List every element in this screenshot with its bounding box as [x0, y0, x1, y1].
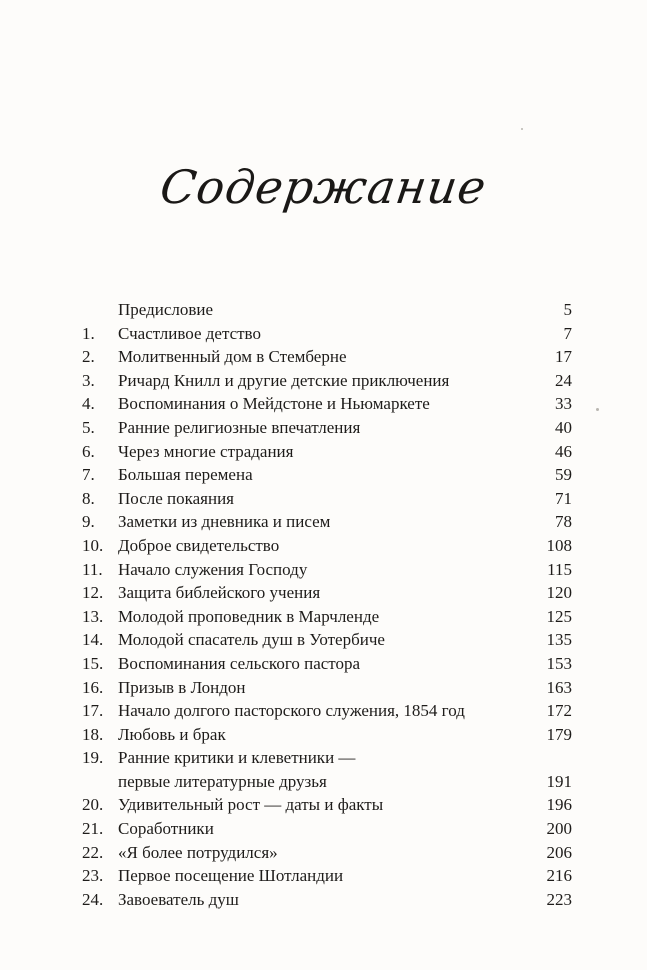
entry-page: 46	[555, 441, 572, 461]
toc-entry	[82, 864, 572, 888]
entry-number: 21.	[82, 819, 104, 839]
entry-number: 12.	[82, 583, 104, 603]
entry-title: Защита библейского учения	[118, 583, 321, 603]
toc-entry	[82, 628, 572, 652]
paper-speck	[596, 408, 599, 411]
entry-number: 9.	[82, 512, 95, 532]
entry-number: 14.	[82, 630, 104, 650]
toc-entry	[82, 298, 572, 322]
toc-entry	[82, 605, 572, 629]
entry-title: Молитвенный дом в Стемберне	[118, 347, 347, 367]
toc-entry	[82, 699, 572, 723]
entry-number: 4.	[82, 394, 95, 414]
entry-number: 18.	[82, 724, 104, 744]
entry-title: После покаяния	[118, 488, 235, 508]
entry-title: Ричард Книлл и другие детские приключения	[118, 370, 450, 390]
entry-page: 71	[555, 488, 572, 508]
entry-page: 216	[546, 866, 572, 886]
entry-page: 196	[546, 795, 572, 815]
toc-entry	[82, 510, 572, 534]
page-title: Содержание	[156, 160, 491, 214]
entry-page: 33	[555, 394, 572, 414]
entry-page: 115	[547, 559, 572, 579]
entry-title: Через многие страдания	[118, 441, 294, 461]
entry-number: 2.	[82, 347, 95, 367]
entry-page: 120	[546, 583, 572, 603]
toc-entry	[82, 652, 572, 676]
toc-entry	[82, 841, 572, 865]
entry-title: Предисловие	[118, 300, 214, 319]
entry-title: Завоеватель душ	[118, 889, 239, 909]
entry-number: 8.	[82, 488, 95, 508]
entry-number: 15.	[82, 653, 104, 673]
entry-title: Воспоминания сельского пастора	[118, 653, 361, 673]
entry-number: 23.	[82, 866, 104, 886]
toc-entry	[82, 793, 572, 817]
toc-entry	[82, 392, 572, 416]
entry-number: 20.	[82, 795, 104, 815]
toc-entry	[82, 369, 572, 393]
toc-entry	[82, 322, 572, 346]
entry-number: 6.	[82, 441, 95, 461]
entry-number: 22.	[82, 842, 104, 862]
entry-number: 7.	[82, 465, 95, 485]
toc-entry	[82, 676, 572, 700]
entry-page: 108	[546, 535, 572, 555]
entry-title: Первое посещение Шотландии	[118, 866, 344, 886]
entry-title: Молодой спасатель душ в Уотербиче	[118, 630, 385, 650]
toc-entry	[82, 723, 572, 747]
entry-page: 135	[546, 630, 572, 650]
entry-page: 153	[546, 653, 572, 673]
entry-page: 163	[546, 677, 572, 697]
paper-speck	[521, 128, 523, 130]
entry-number: 17.	[82, 701, 104, 721]
entry-title: Большая перемена	[118, 465, 253, 485]
entry-title: Ранние критики и клеветники —	[118, 748, 356, 768]
toc-entry	[82, 558, 572, 582]
entry-page: 206	[546, 842, 572, 862]
entry-page: 200	[546, 819, 572, 839]
entry-number: 3.	[82, 370, 95, 390]
entry-page: 5	[563, 300, 572, 319]
entry-page: 125	[546, 606, 572, 626]
entry-title: Начало служения Господу	[118, 559, 308, 579]
entry-page: 172	[546, 701, 572, 721]
toc-entry	[82, 888, 572, 912]
entry-number: 24.	[82, 889, 104, 909]
entry-page: 59	[555, 465, 572, 485]
entry-number: 5.	[82, 417, 95, 437]
toc-entry	[82, 416, 572, 440]
entry-title: Ранние религиозные впечатления	[118, 417, 361, 437]
toc-entry	[82, 463, 572, 487]
toc-entry	[82, 534, 572, 558]
entry-title-continued: первые литературные друзья	[118, 771, 327, 791]
entry-page: 78	[555, 512, 572, 532]
entry-title: «Я более потрудился»	[118, 842, 278, 862]
entry-page: 40	[555, 417, 572, 437]
entry-number: 11.	[82, 559, 103, 579]
toc-entry	[82, 345, 572, 369]
entry-title: Доброе свидетельство	[118, 535, 280, 555]
entry-page: 179	[546, 724, 572, 744]
entry-title: Соработники	[118, 819, 214, 839]
toc-entry	[82, 581, 572, 605]
entry-number: 19.	[82, 748, 104, 768]
entry-page: 223	[546, 889, 572, 909]
toc-entry	[82, 440, 572, 464]
entry-page: 191	[546, 771, 572, 791]
toc-entry	[82, 817, 572, 841]
toc-entry	[82, 746, 572, 793]
entry-title: Молодой проповедник в Марчленде	[118, 606, 380, 626]
entry-title: Удивительный рост — даты и факты	[118, 795, 384, 815]
entry-number: 10.	[82, 535, 104, 555]
entry-number: 1.	[82, 323, 95, 343]
entry-page: 17	[555, 347, 572, 367]
toc-entry	[82, 487, 572, 511]
entry-title: Воспоминания о Мейдстоне и Ньюмаркете	[118, 394, 430, 414]
entry-page: 24	[555, 370, 572, 390]
entry-title: Любовь и брак	[118, 724, 226, 744]
entry-number: 13.	[82, 606, 104, 626]
entry-page: 7	[563, 323, 572, 343]
entry-number: 16.	[82, 677, 104, 697]
entry-title: Заметки из дневника и писем	[118, 512, 331, 532]
table-of-contents	[82, 298, 572, 911]
entry-title: Начало долгого пасторского служения, 1854 год	[118, 701, 465, 721]
entry-title: Счастливое детство	[118, 323, 261, 343]
entry-title: Призыв в Лондон	[118, 677, 246, 697]
